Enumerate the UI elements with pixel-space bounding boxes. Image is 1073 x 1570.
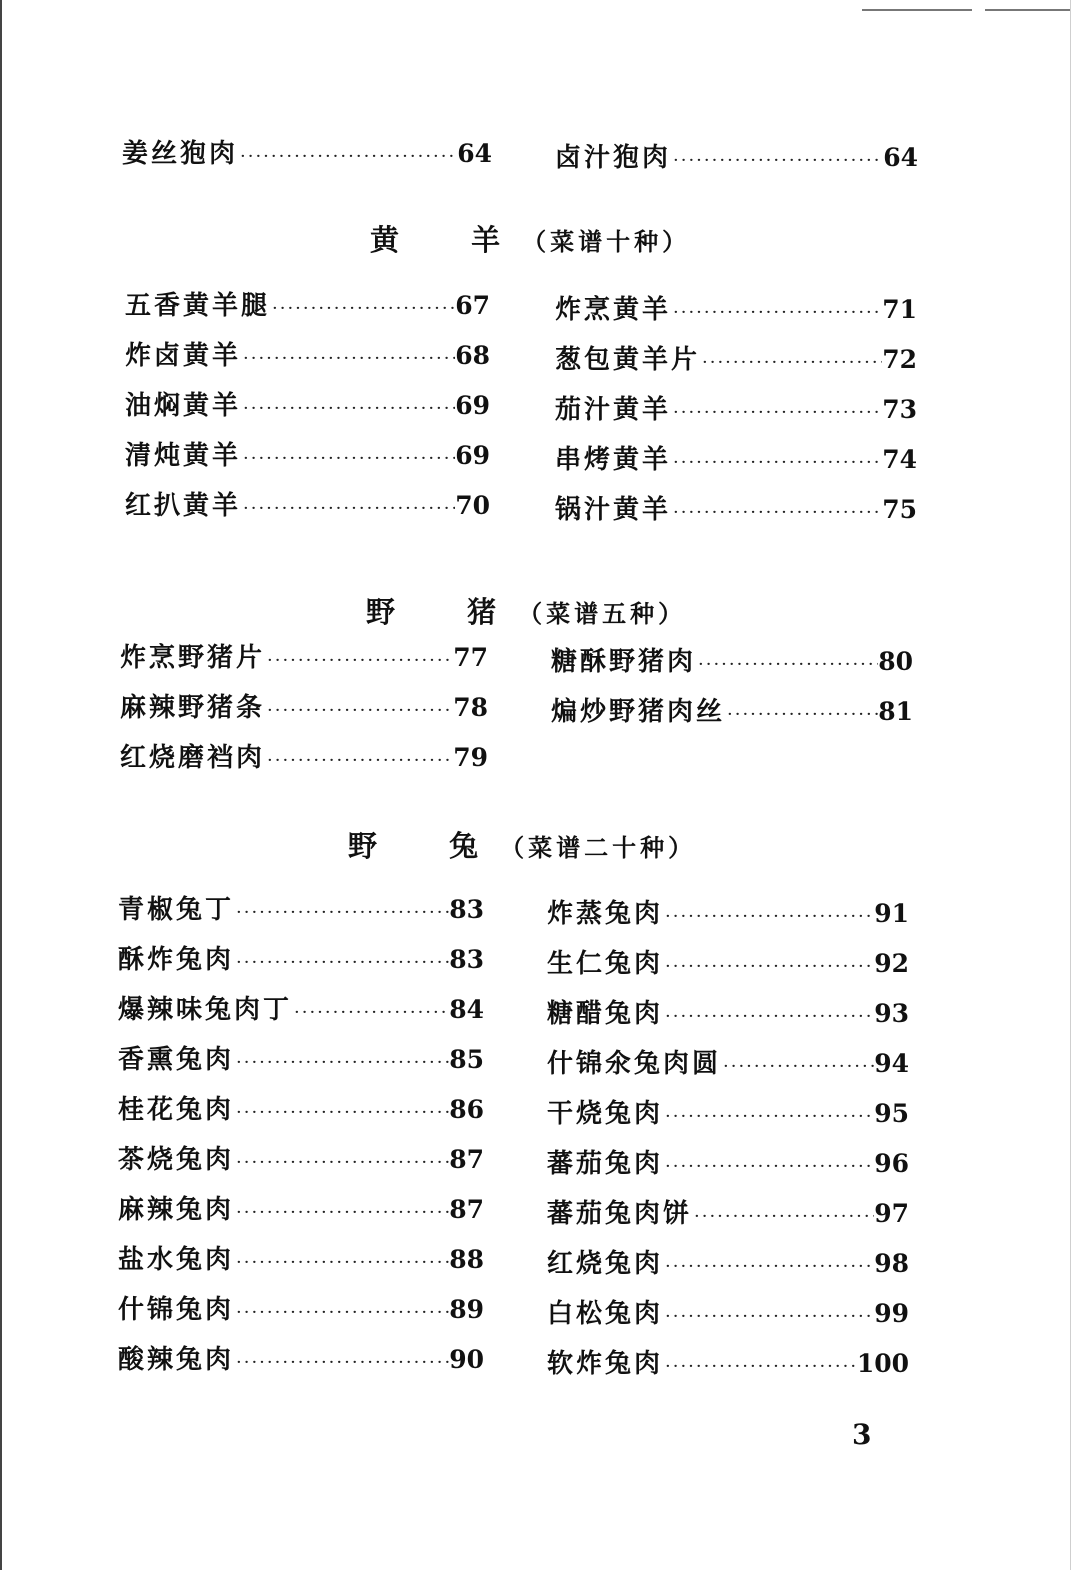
- entry-name: 炸烹野猪片: [120, 643, 266, 673]
- entry-page: 100: [856, 1349, 909, 1378]
- dot-leader: [663, 951, 874, 983]
- toc-entry: [547, 1298, 909, 1330]
- section-title-char: 羊: [471, 223, 501, 257]
- dot-leader: [671, 497, 882, 529]
- dot-leader: [241, 443, 455, 475]
- dot-leader: [663, 1251, 874, 1283]
- entry-page: 89: [449, 1295, 484, 1324]
- dot-leader: [700, 347, 882, 379]
- toc-entry: [555, 394, 917, 426]
- dot-leader: [663, 1301, 874, 1333]
- dot-leader: [234, 1097, 449, 1129]
- entry-page: 94: [874, 1049, 909, 1078]
- entry-name: 五香黄羊腿: [125, 291, 271, 321]
- entry-name: 蕃茄兔肉: [547, 1149, 664, 1179]
- entry-name: 干烧兔肉: [547, 1099, 664, 1129]
- entry-name: 生仁兔肉: [547, 949, 664, 979]
- scan-mark: [985, 9, 1070, 11]
- dot-leader: [671, 145, 883, 177]
- entry-page: 78: [453, 693, 488, 722]
- entry-name: 炸烹黄羊: [555, 295, 672, 325]
- entry-name: 锅汁黄羊: [555, 495, 672, 525]
- entry-page: 90: [449, 1345, 484, 1374]
- toc-entry: [118, 1044, 484, 1076]
- entry-name: 什锦兔肉: [118, 1295, 235, 1325]
- toc-entry: [118, 944, 484, 976]
- entry-page: 74: [882, 445, 917, 474]
- toc-entry: [125, 340, 490, 372]
- section-subtitle: （菜谱十种）: [522, 227, 691, 256]
- entry-name: 油焖黄羊: [125, 391, 242, 421]
- entry-page: 93: [874, 999, 909, 1028]
- toc-entry: [547, 1148, 909, 1180]
- dot-leader: [721, 1051, 874, 1083]
- entry-page: 87: [449, 1195, 484, 1224]
- entry-name: 麻辣兔肉: [118, 1195, 235, 1225]
- toc-entry: [120, 742, 488, 774]
- toc-entry: [555, 294, 917, 326]
- entry-name: 麻辣野猪条: [120, 693, 266, 723]
- entry-page: 75: [882, 495, 917, 524]
- dot-leader: [663, 1351, 857, 1383]
- entry-page: 99: [874, 1299, 909, 1328]
- entry-page: 88: [449, 1245, 484, 1274]
- page-number: 3: [852, 1418, 872, 1451]
- toc-entry: [118, 1194, 484, 1226]
- entry-page: 70: [455, 491, 490, 520]
- dot-leader: [663, 1151, 874, 1183]
- entry-name: 什锦氽兔肉圆: [547, 1049, 722, 1079]
- entry-page: 92: [874, 949, 909, 978]
- dot-leader: [241, 343, 455, 375]
- section-title: [348, 824, 478, 865]
- toc-entry: [118, 894, 484, 926]
- toc-entry: [551, 646, 913, 678]
- section-title: [370, 218, 500, 259]
- entry-page: 95: [874, 1099, 909, 1128]
- dot-leader: [692, 1201, 874, 1233]
- entry-page: 87: [449, 1145, 484, 1174]
- entry-name: 白松兔肉: [547, 1299, 664, 1329]
- toc-entry: [118, 1294, 484, 1326]
- entry-page: 79: [453, 743, 488, 772]
- section-heading: [370, 218, 690, 258]
- dot-leader: [241, 493, 455, 525]
- dot-leader: [234, 1247, 449, 1279]
- entry-name: 爆辣味兔肉丁: [118, 995, 293, 1025]
- section-title-char: 野: [348, 829, 378, 863]
- toc-entry: [547, 1248, 909, 1280]
- entry-name: 盐水兔肉: [118, 1245, 235, 1275]
- dot-leader: [725, 699, 878, 731]
- page-edge: [1070, 0, 1071, 1570]
- dot-leader: [234, 1347, 449, 1379]
- entry-name: 酥炸兔肉: [118, 945, 235, 975]
- entry-name: 炸蒸兔肉: [547, 899, 664, 929]
- toc-entry: [547, 948, 909, 980]
- entry-page: 68: [455, 341, 490, 370]
- toc-entry: [118, 1244, 484, 1276]
- dot-leader: [671, 297, 882, 329]
- section-title-char: 黄: [370, 223, 400, 257]
- toc-entry: [551, 696, 913, 728]
- entry-page: 84: [449, 995, 484, 1024]
- section-heading: [348, 824, 696, 864]
- section-title-char: 猪: [467, 595, 497, 629]
- entry-page: 81: [878, 697, 913, 726]
- entry-page: 69: [455, 391, 490, 420]
- entry-name: 炸卤黄羊: [125, 341, 242, 371]
- entry-name: 清炖黄羊: [125, 441, 242, 471]
- entry-name: 串烤黄羊: [555, 445, 672, 475]
- entry-page: 83: [449, 945, 484, 974]
- toc-entry: [125, 490, 490, 522]
- dot-leader: [238, 141, 457, 173]
- entry-name: 糖酥野猪肉: [551, 647, 697, 677]
- toc-entry: [118, 1344, 484, 1376]
- dot-leader: [292, 997, 449, 1029]
- dot-leader: [265, 695, 453, 727]
- entry-name: 姜丝狍肉: [122, 139, 239, 169]
- dot-leader: [671, 397, 882, 429]
- toc-entry: [120, 642, 488, 674]
- dot-leader: [270, 293, 455, 325]
- dot-leader: [234, 897, 449, 929]
- dot-leader: [663, 901, 874, 933]
- entry-name: 葱包黄羊片: [555, 345, 701, 375]
- entry-name: 酸辣兔肉: [118, 1345, 235, 1375]
- toc-entry: [547, 998, 909, 1030]
- section-title: [366, 590, 496, 631]
- page-edge: [0, 0, 2, 1570]
- toc-entry: [555, 494, 917, 526]
- toc-entry: [125, 440, 490, 472]
- entry-name: 红扒黄羊: [125, 491, 242, 521]
- section-subtitle: （菜谱五种）: [518, 599, 687, 628]
- toc-entry: [118, 994, 484, 1026]
- entry-page: 72: [882, 345, 917, 374]
- entry-page: 86: [449, 1095, 484, 1124]
- dot-leader: [265, 645, 453, 677]
- section-title-char: 兔: [449, 829, 479, 863]
- entry-name: 红烧磨裆肉: [120, 743, 266, 773]
- entry-page: 85: [449, 1045, 484, 1074]
- dot-leader: [234, 1197, 449, 1229]
- toc-entry: [118, 1094, 484, 1126]
- entry-name: 青椒兔丁: [118, 895, 235, 925]
- toc-entry: [125, 390, 490, 422]
- dot-leader: [663, 1101, 874, 1133]
- entry-name: 茶烧兔肉: [118, 1145, 235, 1175]
- entry-page: 71: [882, 295, 917, 324]
- entry-page: 69: [455, 441, 490, 470]
- dot-leader: [234, 1297, 449, 1329]
- entry-name: 桂花兔肉: [118, 1095, 235, 1125]
- section-title-char: 野: [366, 595, 396, 629]
- toc-entry: [555, 444, 917, 476]
- toc-entry: [547, 1198, 909, 1230]
- toc-entry: [547, 1098, 909, 1130]
- scan-mark: [862, 9, 972, 11]
- toc-entry: [555, 344, 917, 376]
- dot-leader: [265, 745, 453, 777]
- dot-leader: [696, 649, 878, 681]
- dot-leader: [241, 393, 455, 425]
- entry-page: 80: [878, 647, 913, 676]
- toc-entry: [547, 898, 909, 930]
- toc-entry: [555, 142, 918, 174]
- entry-name: 香熏兔肉: [118, 1045, 235, 1075]
- section-subtitle: （菜谱二十种）: [500, 833, 697, 862]
- toc-entry: [125, 290, 490, 322]
- toc-entry: [120, 692, 488, 724]
- entry-page: 96: [874, 1149, 909, 1178]
- dot-leader: [671, 447, 882, 479]
- dot-leader: [663, 1001, 874, 1033]
- toc-entry: [547, 1048, 909, 1080]
- entry-page: 64: [457, 139, 492, 168]
- entry-page: 67: [455, 291, 490, 320]
- entry-name: 红烧兔肉: [547, 1249, 664, 1279]
- toc-entry: [547, 1348, 909, 1380]
- entry-page: 98: [874, 1249, 909, 1278]
- dot-leader: [234, 1047, 449, 1079]
- dot-leader: [234, 947, 449, 979]
- toc-entry: [118, 1144, 484, 1176]
- entry-page: 73: [882, 395, 917, 424]
- entry-name: 蕃茄兔肉饼: [547, 1199, 693, 1229]
- entry-name: 茄汁黄羊: [555, 395, 672, 425]
- entry-name: 软炸兔肉: [547, 1349, 664, 1379]
- entry-page: 91: [874, 899, 909, 928]
- entry-page: 97: [874, 1199, 909, 1228]
- entry-page: 64: [883, 143, 918, 172]
- entry-name: 糖醋兔肉: [547, 999, 664, 1029]
- dot-leader: [234, 1147, 449, 1179]
- entry-name: 煸炒野猪肉丝: [551, 697, 726, 727]
- section-heading: [366, 590, 686, 630]
- entry-name: 卤汁狍肉: [555, 143, 672, 173]
- entry-page: 77: [453, 643, 488, 672]
- entry-page: 83: [449, 895, 484, 924]
- toc-entry: [122, 138, 492, 170]
